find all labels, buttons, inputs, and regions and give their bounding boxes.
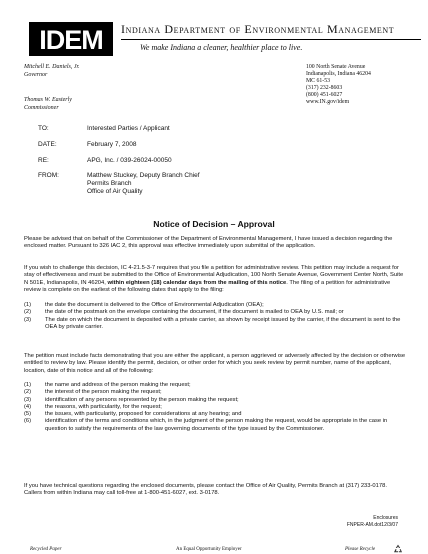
list-item-number: (5) — [24, 411, 32, 418]
address-line: (317) 232-8603 — [306, 85, 343, 91]
agency-tagline: We make Indiana a cleaner, healthier place to live. — [140, 43, 303, 52]
recycle-icon — [393, 544, 403, 553]
svg-text:IDEM: IDEM — [39, 25, 103, 55]
list-item-number: (3) — [24, 316, 32, 323]
paragraph-decision — [24, 236, 406, 251]
commissioner-name: Thomas W. Easterly — [24, 97, 72, 103]
agency-address — [306, 64, 371, 106]
agency-name: Indiana Department of Environmental Management — [121, 22, 395, 36]
deadline-text: within eighteen (18) calendar days from the mailing of this notice — [107, 279, 287, 286]
document-title: Notice of Decision – Approval — [153, 219, 275, 229]
list-item-number: (1) — [24, 382, 32, 388]
list-item — [24, 418, 406, 433]
paragraph-petition — [24, 353, 406, 375]
list-item-text: the issues, with particularity, proposed for considerations at any hearing; and — [45, 411, 242, 418]
paragraph-petition-text: The petition must include facts demonstrating that you are either the applicant, a person aggrieved or adversely affected by the decision or otherwise entitled to review by law. Please identify the permit, decision, or other order for which you seek review by permit number, name of the applicant, location, date of this notice and all of the following: — [24, 353, 406, 374]
list-item-number: (2) — [24, 389, 32, 396]
paragraph-contact — [24, 483, 406, 498]
list-item-text: the date the document is delivered to the Office of Environmental Adjudication (OEA); — [45, 302, 264, 308]
address-line: Indianapolis, Indiana 46204 — [306, 71, 371, 77]
governor-name: Mitchell E. Daniels, Jr. — [24, 64, 80, 70]
list-item-number: (3) — [24, 396, 32, 403]
address-line: www.IN.gov/idem — [306, 99, 350, 105]
memo-date-label: DATE: — [38, 141, 57, 148]
list-item — [24, 317, 406, 332]
memo-to-value: Interested Parties / Applicant — [87, 125, 170, 132]
list-item-text: identification of any persons represented by the person making the request; — [45, 396, 239, 403]
list-item — [24, 302, 406, 309]
footer-recycled-paper: Recycled Paper — [30, 547, 62, 552]
header-rule — [121, 39, 421, 40]
form-code: FNPER-AM.dot12/3/07 — [346, 521, 398, 528]
list-item-text: the date of the postmark on the envelope containing the document, if the document is mailed to OEA by U.S. mail; or — [45, 309, 344, 316]
paragraph-contact-text: If you have technical questions regarding the enclosed documents, please contact the Office of Air Quality, Permits Branch at (317) 233-0178. Callers from within Indiana may call toll-free at 1-800-451-6027, ext. 3-0178. — [24, 483, 387, 497]
memo-re-value: APG, Inc. / 039-26024-00050 — [87, 157, 172, 164]
address-line: (800) 451-6027 — [306, 92, 343, 98]
memo-re-label: RE: — [38, 157, 49, 164]
list-item — [24, 397, 406, 404]
paragraph-challenge-text: If you wish to challenge this decision, IC 4-21.5-3-7 requires that you file a petition for administrative review. This petition may include a request for stay of effectiveness and must be submitted to the Office of Environmental Adjudication, 100 North Senate Avenue, Government Center North, Suite N 501E, Indianapolis, IN 46204, — [24, 265, 404, 286]
list-item — [24, 309, 406, 316]
footer-equal-opportunity: An Equal Opportunity Employer — [176, 547, 242, 552]
list-item-number: (6) — [24, 418, 32, 425]
address-line: 100 North Senate Avenue — [306, 64, 366, 70]
list-item — [24, 404, 406, 411]
governor-block — [24, 64, 80, 79]
commissioner-title: Commissioner — [24, 104, 59, 111]
governor-title: Governor — [24, 71, 48, 78]
list-item-number: (2) — [24, 309, 32, 316]
list-item-text: the interest of the person making the request; — [45, 389, 162, 396]
list-item — [24, 389, 406, 396]
list-item-number: (4) — [24, 403, 32, 410]
address-line: MC 61-53 — [306, 78, 330, 84]
petition-requirements-list — [24, 382, 406, 433]
from-line: Permits Branch — [87, 180, 132, 187]
list-item — [24, 382, 406, 389]
enclosures-label: Enclosures — [373, 515, 398, 521]
list-item — [24, 411, 406, 418]
list-item-text: the reasons, with particularity, for the request; — [45, 403, 162, 410]
idem-logo — [29, 22, 113, 56]
filing-date-list — [24, 302, 406, 331]
from-line: Matthew Stuckey, Deputy Branch Chief — [87, 172, 200, 179]
list-item-text: the name and address of the person making the request; — [45, 382, 191, 388]
memo-date-value: February 7, 2008 — [87, 141, 137, 148]
commissioner-block — [24, 97, 72, 112]
paragraph-challenge-text-end: . The filing of a petition for administrative review is complete on the earliest of the following dates that apply to the filing: — [24, 279, 391, 293]
paragraph-decision-text: Please be advised that on behalf of the Commissioner of the Department of Environmental Management, I have issued a decision regarding the enclosed matter. Pursuant to 326 IAC 2, this approval was effective immediately upon submittal of the application. — [24, 236, 393, 250]
memo-from-value — [87, 172, 200, 196]
list-item-text: identification of the terms and conditions which, in the judgment of the person making the request, would be appropriate in the case in question to satisfy the requirements of the law governing documents of the type issued by the Commissioner. — [45, 418, 388, 432]
paragraph-challenge — [24, 265, 406, 294]
enclosures-block — [347, 515, 398, 528]
footer-please-recycle: Please Recycle — [345, 547, 376, 552]
from-line: Office of Air Quality — [87, 188, 143, 195]
memo-from-label: FROM: — [38, 172, 59, 179]
memo-to-label: TO: — [38, 125, 49, 132]
list-item-text: The date on which the document is deposited with a private carrier, as shown by receipt issued by the carrier, if the document is sent to the OEA by private carrier. — [45, 316, 401, 330]
list-item-number: (1) — [24, 302, 32, 308]
